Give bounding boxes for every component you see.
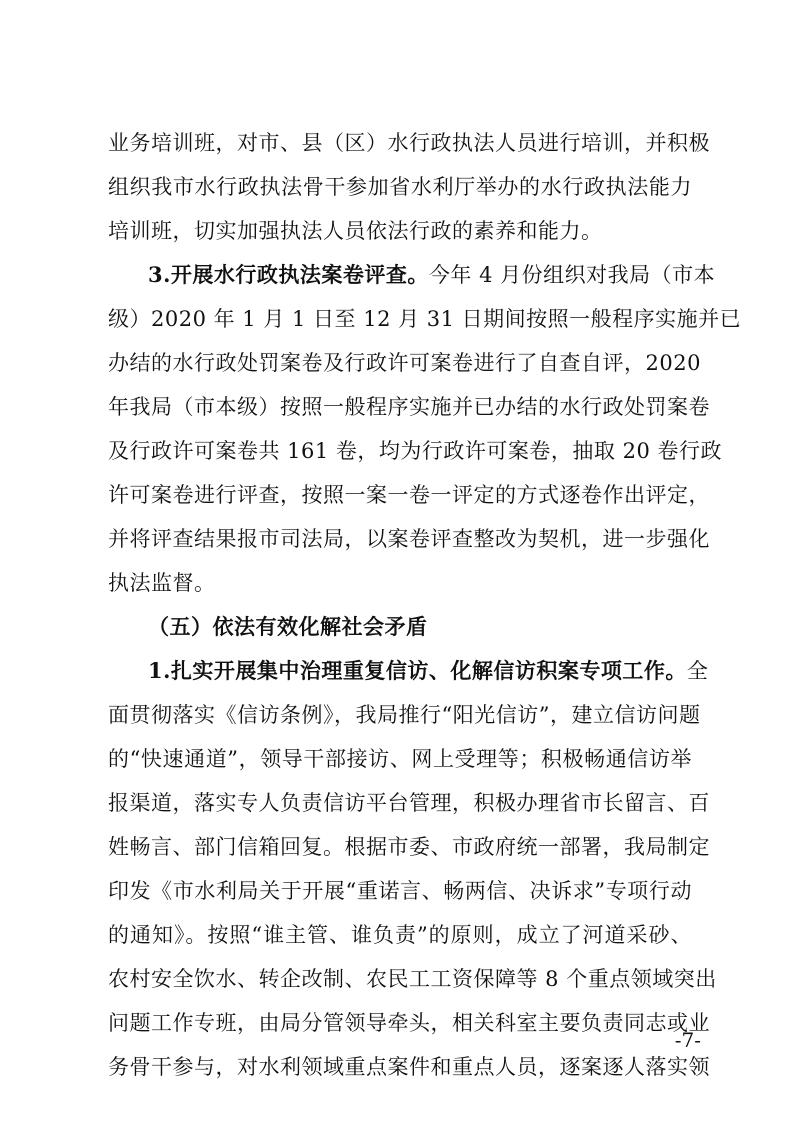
paragraph-1-line-1: 业务培训班，对市、县（区）水行政执法人员进行培训，并积极 <box>108 131 710 155</box>
paragraph-3-line-8: 农村安全饮水、转企改制、农民工工资保障等 8 个重点领域突出 <box>108 967 717 991</box>
paragraph-3-line-1-text: 全 <box>686 659 709 683</box>
section-heading: （五）依法有效化解社会矛盾 <box>148 614 428 639</box>
paragraph-2-line-3: 办结的水行政处罚案卷及行政许可案卷进行了自查自评，2020 <box>108 351 701 375</box>
paragraph-1-line-3: 培训班，切实加强执法人员依法行政的素养和能力。 <box>108 219 603 243</box>
paragraph-2-line-1-text: 今年 4 月份组织对我局（市本 <box>428 263 716 287</box>
paragraph-2-line-2: 级）2020 年 1 月 1 日至 12 月 31 日期间按照一般程序实施并已 <box>108 307 742 331</box>
paragraph-2-line-5: 及行政许可案卷共 161 卷，均为行政许可案卷，抽取 20 卷行政 <box>108 439 723 463</box>
paragraph-3-line-2: 面贯彻落实《信访条例》，我局推行“阳光信访”，建立信访问题 <box>108 703 701 727</box>
paragraph-3-line-9: 问题工作专班，由局分管领导牵头，相关科室主要负责同志或业 <box>108 1011 710 1035</box>
paragraph-3-line-6: 印发《市水利局关于开展“重诺言、畅两信、决诉求”专项行动 <box>108 879 692 903</box>
paragraph-3-line-7: 的通知》。按照“谁主管、谁负责”的原则，成立了河道采砂、 <box>108 923 692 947</box>
paragraph-3-line-1 <box>148 651 709 691</box>
paragraph-2-line-7: 并将评查结果报市司法局，以案卷评查整改为契机，进一步强化 <box>108 527 710 551</box>
paragraph-3-line-10: 务骨干参与，对水利领域重点案件和重点人员，逐案逐人落实领 <box>108 1055 710 1079</box>
paragraph-2-line-6: 许可案卷进行评查，按照一案一卷一评定的方式逐卷作出评定， <box>108 483 710 507</box>
paragraph-2-line-1 <box>148 255 716 295</box>
paragraph-1-line-2: 组织我市水行政执法骨干参加省水利厅举办的水行政执法能力 <box>108 175 692 199</box>
paragraph-3-line-4: 报渠道，落实专人负责信访平台管理，积极办理省市长留言、百 <box>108 791 710 815</box>
paragraph-3-heading: 1.扎实开展集中治理重复信访、化解信访积案专项工作。 <box>148 658 687 683</box>
paragraph-2-line-4: 年我局（市本级）按照一般程序实施并已办结的水行政处罚案卷 <box>108 395 710 419</box>
page-number: -7- <box>674 1028 701 1052</box>
paragraph-3-line-5: 姓畅言、部门信箱回复。根据市委、市政府统一部署，我局制定 <box>108 835 710 859</box>
paragraph-2-heading: 3.开展水行政执法案卷评查。 <box>148 262 429 287</box>
paragraph-3-line-3: 的“快速通道”，领导干部接访、网上受理等；积极畅通信访举 <box>108 747 692 771</box>
paragraph-2-line-8: 执法监督。 <box>108 571 216 595</box>
